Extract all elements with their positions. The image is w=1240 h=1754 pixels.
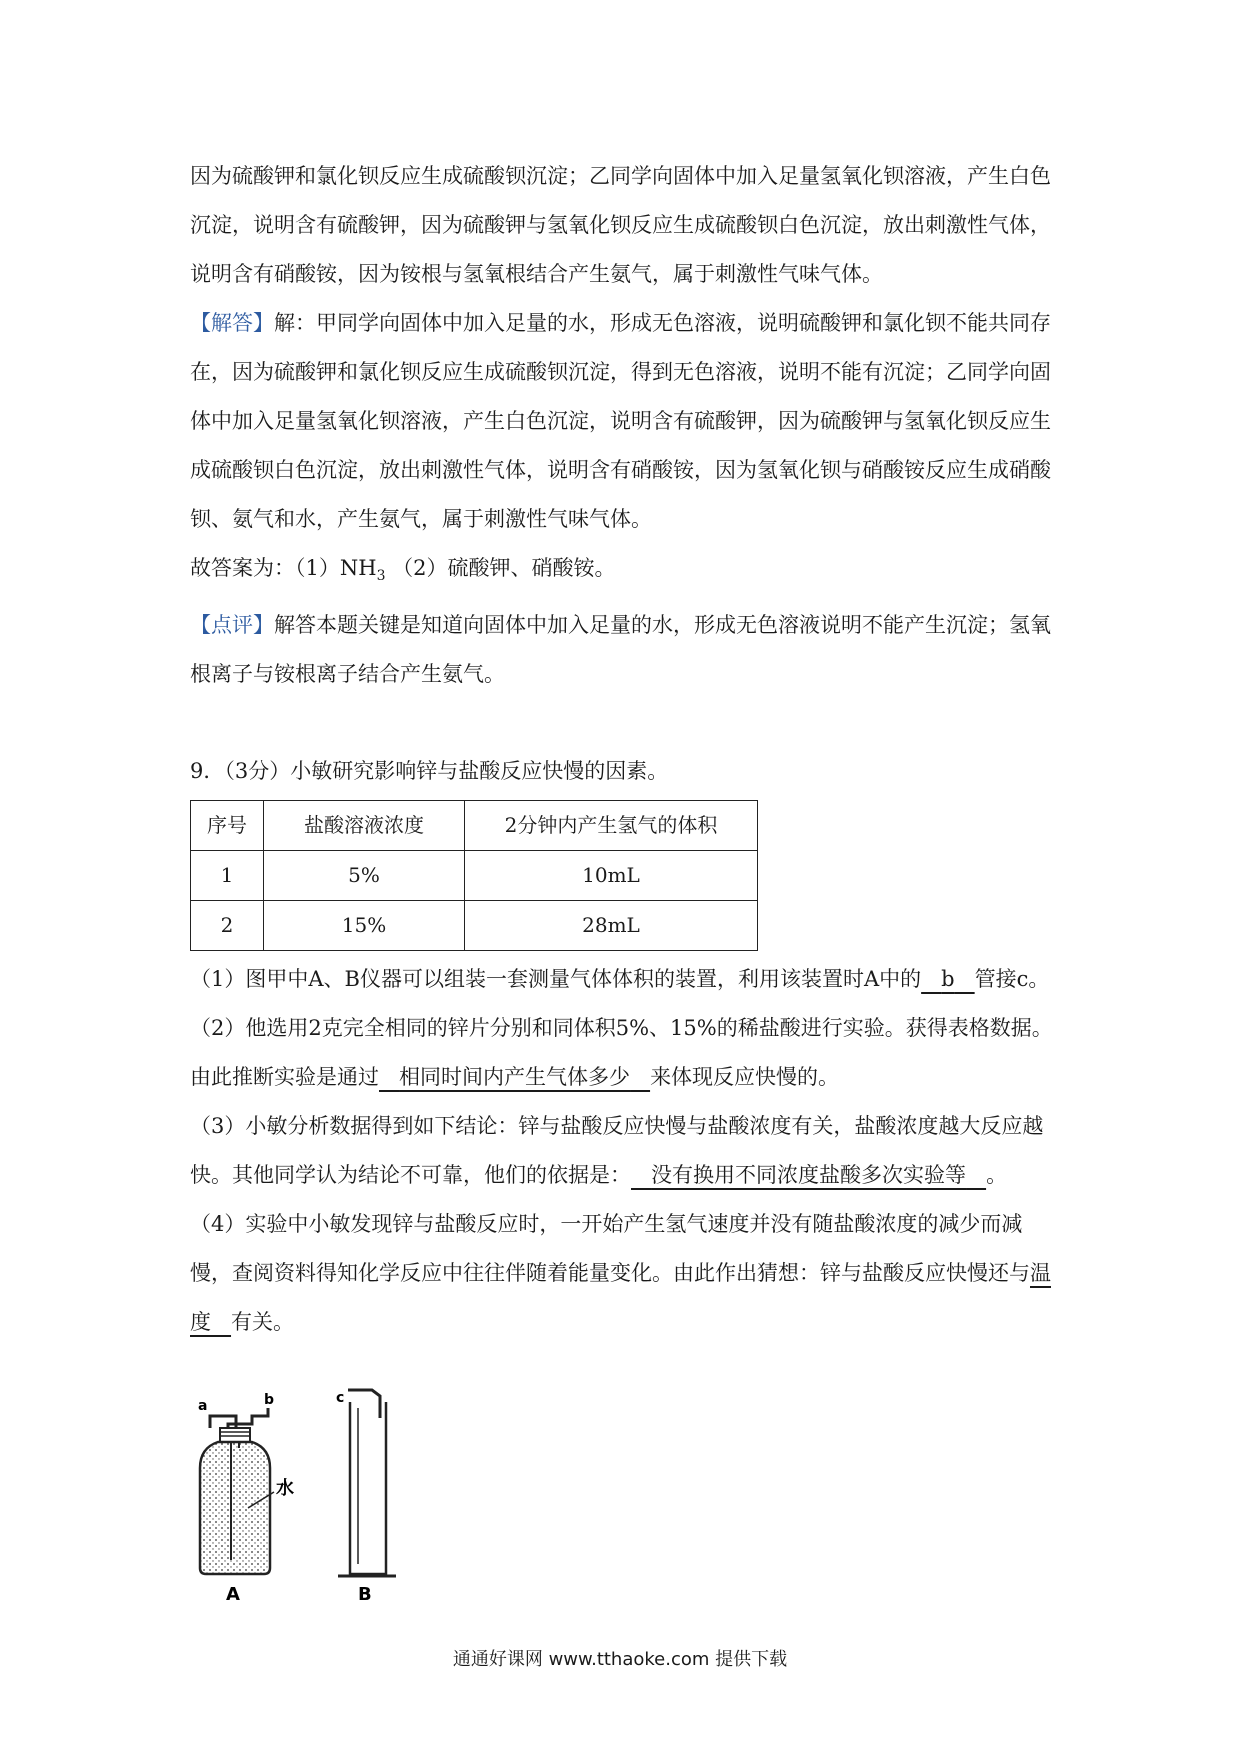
table-cell: 5% (264, 851, 465, 901)
bottle-a (198, 1392, 294, 1605)
label-c-tube: c (336, 1390, 345, 1406)
cylinder-body (350, 1402, 386, 1574)
answer-rest: （2）硫酸钾、硝酸铵。 (392, 556, 616, 580)
label-a-tube: a (198, 1398, 208, 1414)
comment-label: 【点评】 (190, 613, 274, 638)
question9-part4 (190, 1200, 1060, 1347)
solution-label: 【解答】 (190, 311, 274, 335)
solution-text: 解：甲同学向固体中加入足量的水，形成无色溶液，说明硫酸钾和氯化钡不能共同存在，因为硫酸钾和氯化钡反应生成硫酸钡沉淀，得到无色溶液，说明不能有沉淀；乙同学向固体中加入足量氢氧化钡溶液，产生白色沉淀，说明含有硫酸钾，因为硫酸钾与氢氧化钡反应生成硫酸钡白色沉淀，放出刺激性气体，说明含有硝酸铵，因为氢氧化钡与硝酸铵反应生成硝酸钡、氨气和水，产生氨气，属于刺激性气味气体。 (190, 311, 1051, 531)
table-header-row (191, 801, 758, 851)
q2-post: 来体现反应快慢的。 (650, 1065, 840, 1090)
q3-answer (631, 1163, 986, 1187)
data-table (190, 800, 758, 951)
q1-text: （1）图甲中A、B仪器可以组装一套测量气体体积的装置，利用该装置时A中的 (190, 967, 922, 992)
table-cell: 10mL (465, 851, 758, 901)
q4-answer-text: 温度 (190, 1261, 1051, 1335)
q4-text: （4）实验中小敏发现锌与盐酸反应时，一开始产生氢气速度并没有随盐酸浓度的减少而减慢，查阅资料得知化学反应中往往伴随着能量变化。由此作出猜想：锌与盐酸反应快慢还与 (190, 1212, 1030, 1286)
q1-answer-text: b (941, 967, 955, 992)
tube-b (228, 1408, 268, 1428)
question9-part1 (190, 955, 1060, 1004)
solution-paragraph (190, 299, 1060, 544)
answer-prefix: 故答案为：（1）NH (190, 556, 377, 580)
table-header-cell: 序号 (191, 801, 264, 851)
table-cell: 28mL (465, 901, 758, 951)
label-b-tube: b (264, 1392, 275, 1408)
q3-text: （3）小敏分析数据得到如下结论：锌与盐酸反应快慢与盐酸浓度有关，盐酸浓度越大反应越快。其他同学认为结论不可靠，他们的依据是： (190, 1114, 1044, 1188)
label-apparatus-b: B (358, 1584, 372, 1605)
q3-post: 。 (986, 1163, 1008, 1188)
apparatus-svg (190, 1388, 450, 1608)
answer-subscript: 3 (376, 568, 386, 585)
table-cell: 2 (191, 901, 264, 951)
q1-post: 管接c。 (974, 967, 1050, 992)
table-row (191, 851, 758, 901)
q3-answer-text: 没有换用不同浓度盐酸多次实验等 (651, 1163, 967, 1188)
analysis-continued: 因为硫酸钾和氯化钡反应生成硫酸钡沉淀；乙同学向固体中加入足量氢氧化钡溶液，产生白色沉淀，说明含有硫酸钾，因为硫酸钾与氢氧化钡反应生成硫酸钡白色沉淀，放出刺激性气体，说明含有硝酸铵，因为铵根与氢氧根结合产生氨气，属于刺激性气味气体。 (190, 164, 1051, 286)
question9-part2 (190, 1004, 1060, 1102)
comment-paragraph (190, 601, 1060, 699)
label-water: 水 (276, 1478, 294, 1499)
q1-answer (921, 967, 975, 991)
q2-text: （2）他选用2克完全相同的锌片分别和同体积5%、15%的稀盐酸进行实验。获得表格数据。由此推断实验是通过 (190, 1016, 1053, 1090)
label-apparatus-a: A (226, 1584, 240, 1605)
table-header-cell: 盐酸溶液浓度 (264, 801, 465, 851)
bottle-stopper (220, 1428, 250, 1442)
question9-title: 9．（3分）小敏研究影响锌与盐酸反应快慢的因素。 (190, 759, 669, 784)
apparatus-figure (190, 1388, 450, 1608)
page-footer: 通通好课网 www.tthaoke.com 提供下载 (452, 1649, 788, 1670)
tube-c (348, 1390, 380, 1418)
table-header-cell: 2分钟内产生氢气的体积 (465, 801, 758, 851)
q2-answer-text: 相同时间内产生气体多少 (399, 1065, 631, 1090)
tube-a (210, 1416, 236, 1428)
question9-part3 (190, 1102, 1060, 1200)
table-cell: 1 (191, 851, 264, 901)
answer-line (190, 544, 1060, 601)
bottle-body (200, 1442, 270, 1574)
comment-text: 解答本题关键是知道向固体中加入足量的水，形成无色溶液说明不能产生沉淀；氢氧根离子与铵根离子结合产生氨气。 (190, 613, 1051, 687)
q4-post: 有关。 (231, 1310, 295, 1335)
q2-answer (379, 1065, 650, 1089)
cylinder-b (336, 1390, 396, 1605)
content-area (190, 152, 1060, 1347)
table-cell: 15% (264, 901, 465, 951)
table-row (191, 901, 758, 951)
